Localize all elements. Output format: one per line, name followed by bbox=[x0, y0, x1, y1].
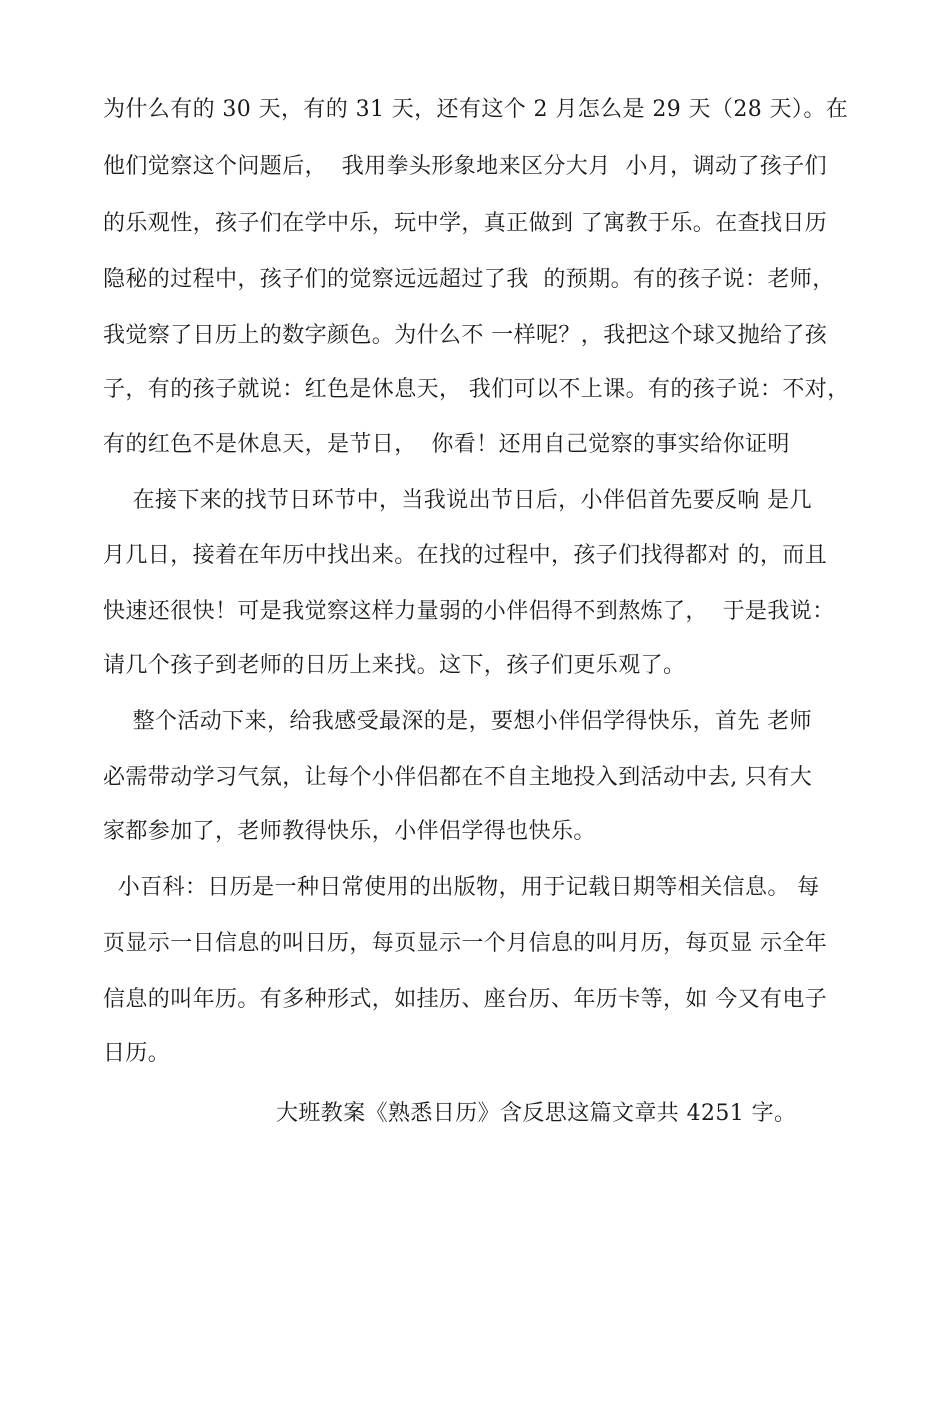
text-line-5: 我觉察了日历上的数字颜色。为什么不 一样呢？，我把这个球又抛给了孩 bbox=[103, 323, 828, 348]
text-line-16: 页显示一日信息的叫日历，每页显示一个月信息的叫月历，每页显 示全年 bbox=[103, 931, 828, 956]
text-line-12: 整个活动下来，给我感受最深的是，要想小伴侣学得快乐，首先 老师 bbox=[103, 709, 812, 734]
text-line-18: 日历。 bbox=[103, 1041, 171, 1066]
article-word-count: 大班教案《熟悉日历》含反思这篇文章共 4251 字。 bbox=[276, 1101, 797, 1126]
text-line-7: 有的红色不是休息天，是节日， 你看！还用自己觉察的事实给你证明 bbox=[103, 432, 790, 457]
text-line-13: 必需带动学习气氛，让每个小伴侣都在不自主地投入到活动中去, 只有大 bbox=[103, 765, 813, 790]
text-line-15: 小百科：日历是一种日常使用的出版物，用于记载日期等相关信息。 每 bbox=[103, 875, 820, 900]
text-line-10: 快速还很快！可是我觉察这样力量弱的小伴侣得不到熬炼了， 于是我说： bbox=[103, 599, 835, 624]
text-line-6: 子，有的孩子就说：红色是休息天， 我们可以不上课。有的孩子说：不对， bbox=[103, 377, 850, 402]
text-line-4: 隐秘的过程中，孩子们的觉察远远超过了我 的预期。有的孩子说：老师， bbox=[103, 267, 835, 292]
text-line-11: 请几个孩子到老师的日历上来找。这下，孩子们更乐观了。 bbox=[103, 653, 686, 678]
text-line-17: 信息的叫年历。有多种形式，如挂历、座台历、年历卡等，如 今又有电子 bbox=[103, 987, 828, 1012]
text-line-2: 他们觉察这个问题后， 我用拳头形象地来区分大月 小月，调动了孩子们 bbox=[103, 154, 827, 179]
text-line-8: 在接下来的找节日环节中，当我说出节日后，小伴侣首先要反响 是几 bbox=[103, 488, 812, 513]
text-line-3: 的乐观性，孩子们在学中乐，玩中学，真正做到 了寓教于乐。在查找日历 bbox=[103, 211, 828, 236]
text-line-14: 家都参加了，老师教得快乐，小伴侣学得也快乐。 bbox=[103, 819, 596, 844]
text-line-9: 月几日，接着在年历中找出来。在找的过程中，孩子们找得都对 的，而且 bbox=[103, 543, 828, 568]
text-line-1: 为什么有的 30 天，有的 31 天，还有这个 2 月怎么是 29 天（28 天）。在 bbox=[103, 97, 849, 122]
